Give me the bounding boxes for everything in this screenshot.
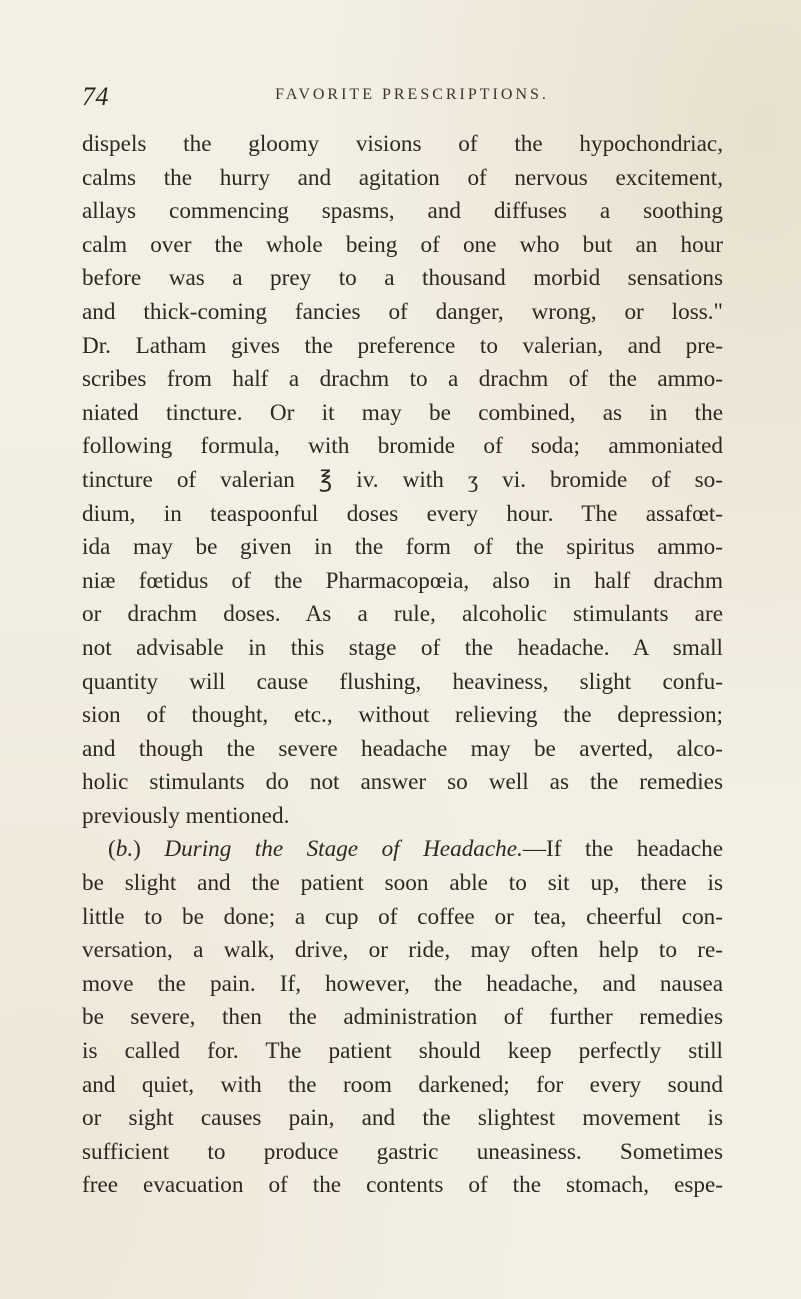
text-line: little to be done; a cup of coffee or tea, cheerful con- bbox=[82, 903, 723, 930]
text-line: following formula, with bromide of soda; ammoniated bbox=[82, 433, 723, 460]
running-title: FAVORITE PRESCRIPTIONS. bbox=[275, 86, 549, 103]
section-marker-close: ) bbox=[133, 836, 141, 863]
text-line: niated tincture. Or it may be combined, as in the bbox=[82, 399, 723, 426]
section-marker-letter: b. bbox=[115, 836, 134, 863]
text-line: holic stimulants do not answer so well as the remedies bbox=[82, 769, 723, 796]
page-number: 74 bbox=[82, 82, 109, 111]
text-line: Dr. Latham gives the preference to valerian, and pre- bbox=[82, 332, 723, 359]
text-line: quantity will cause flushing, heaviness, slight confu- bbox=[82, 668, 723, 695]
text-line: tincture of valerian ℥ iv. with ʒ vi. bromide of so- bbox=[82, 466, 723, 493]
text-line: dium, in teaspoonful doses every hour. The assafœt- bbox=[82, 500, 723, 527]
section-first-line-rest: —If the headache bbox=[522, 836, 723, 863]
text-line: sion of thought, etc., without relieving the depression; bbox=[82, 702, 723, 729]
section-heading-line bbox=[82, 833, 723, 867]
text-line: is called for. The patient should keep perfectly still bbox=[82, 1038, 723, 1065]
text-line: and quiet, with the room darkened; for every sound bbox=[82, 1071, 723, 1098]
text-line: be severe, then the administration of further remedies bbox=[82, 1004, 723, 1031]
text-line: previously mentioned. bbox=[82, 802, 290, 829]
section-marker-open: ( bbox=[108, 836, 116, 863]
body-text bbox=[82, 128, 723, 1203]
text-line: before was a prey to a thousand morbid sensations bbox=[82, 265, 723, 292]
text-line: and thick-coming fancies of danger, wrong, or loss." bbox=[82, 298, 723, 325]
text-line: allays commencing spasms, and diffuses a soothing bbox=[82, 198, 723, 225]
text-line: and though the severe headache may be averted, alco- bbox=[82, 735, 723, 762]
text-line: scribes from half a drachm to a drachm of the ammo- bbox=[82, 366, 723, 393]
text-line: ida may be given in the form of the spiritus ammo- bbox=[82, 534, 723, 561]
text-line: or drachm doses. As a rule, alcoholic stimulants are bbox=[82, 601, 723, 628]
text-line: versation, a walk, drive, or ride, may often help to re- bbox=[82, 937, 723, 964]
text-line: calms the hurry and agitation of nervous excitement, bbox=[82, 164, 723, 191]
text-line: sufficient to produce gastric uneasiness. Sometimes bbox=[82, 1138, 723, 1165]
text-line: free evacuation of the contents of the stomach, espe- bbox=[82, 1172, 723, 1199]
text-line: niæ fœtidus of the Pharmacopœia, also in half drachm bbox=[82, 567, 723, 594]
text-line: calm over the whole being of one who but an hour bbox=[82, 231, 723, 258]
text-line: or sight causes pain, and the slightest movement is bbox=[82, 1105, 723, 1132]
text-line: dispels the gloomy visions of the hypochondriac, bbox=[82, 131, 723, 157]
text-line: be slight and the patient soon able to sit up, there is bbox=[82, 870, 723, 897]
section-heading: During the Stage of Headache. bbox=[164, 836, 523, 863]
page-header bbox=[82, 82, 722, 114]
text-line: move the pain. If, however, the headache, and nausea bbox=[82, 970, 723, 997]
text-line: not advisable in this stage of the headache. A small bbox=[82, 634, 723, 661]
